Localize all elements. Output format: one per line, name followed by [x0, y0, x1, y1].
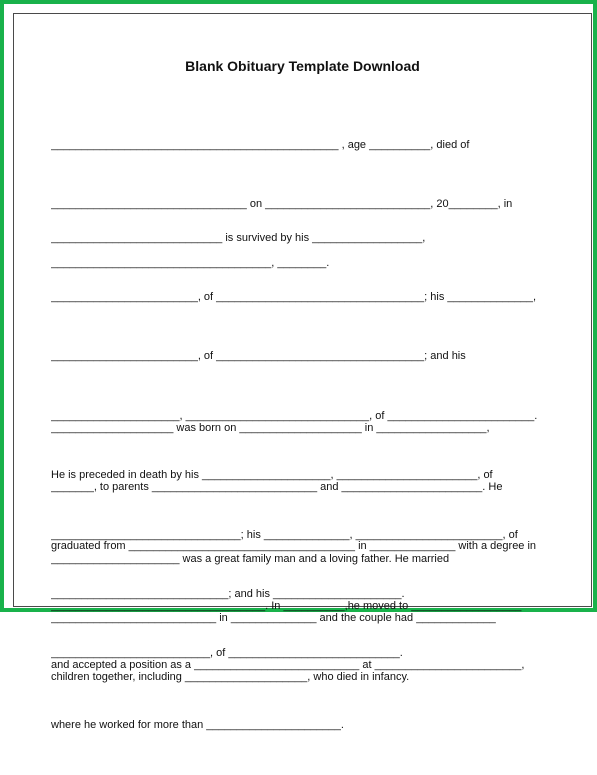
text-line: ____________________________ is survived by his __________________,	[51, 231, 426, 244]
text-line: and accepted a position as a ___________________________ at ________________________,	[51, 659, 525, 672]
text-line: __________________________, of ____________________________.	[51, 647, 403, 660]
document-title: Blank Obituary Template Download	[185, 58, 420, 74]
text-line: ____________________ was born on ____________________ in __________________,	[51, 421, 490, 434]
text-line: ___________________________ in ______________ and the couple had _____________	[51, 611, 496, 624]
paragraph-family	[51, 510, 571, 728]
text-line: _____________________, ______________________________, of ________________________.	[51, 409, 538, 422]
text-line: where he worked for more than ______________________.	[51, 718, 344, 731]
text-line: He is preceded in death by his _____________________, _______________________, of	[51, 469, 493, 482]
text-line: ________________________________ on ___________________________, 20________, in	[51, 197, 513, 210]
text-line: ____________________________________, ________.	[51, 257, 330, 270]
text-line: ___________________________________. In __________,he moved to __________________	[51, 599, 522, 612]
text-line: ________________________, of __________________________________; his ______________,	[51, 290, 537, 303]
text-line: _______________________________________________ , age __________, died of	[51, 138, 470, 151]
text-line: _______, to parents ___________________________ and _______________________. He	[51, 480, 503, 493]
text-line: _____________________________; and his _____________________.	[51, 587, 405, 600]
text-line: ________________________, of __________________________________; and his	[51, 350, 466, 363]
text-line: _____________________ was a great family man and a loving father. He married	[51, 552, 450, 565]
text-line: graduated from _____________________________________ in ______________ with a degree in	[51, 540, 537, 553]
text-line: _______________________________; his ______________, ________________________, of	[51, 528, 518, 541]
document-page	[13, 13, 592, 731]
text-line: children together, including ____________________, who died in infancy.	[51, 671, 410, 684]
